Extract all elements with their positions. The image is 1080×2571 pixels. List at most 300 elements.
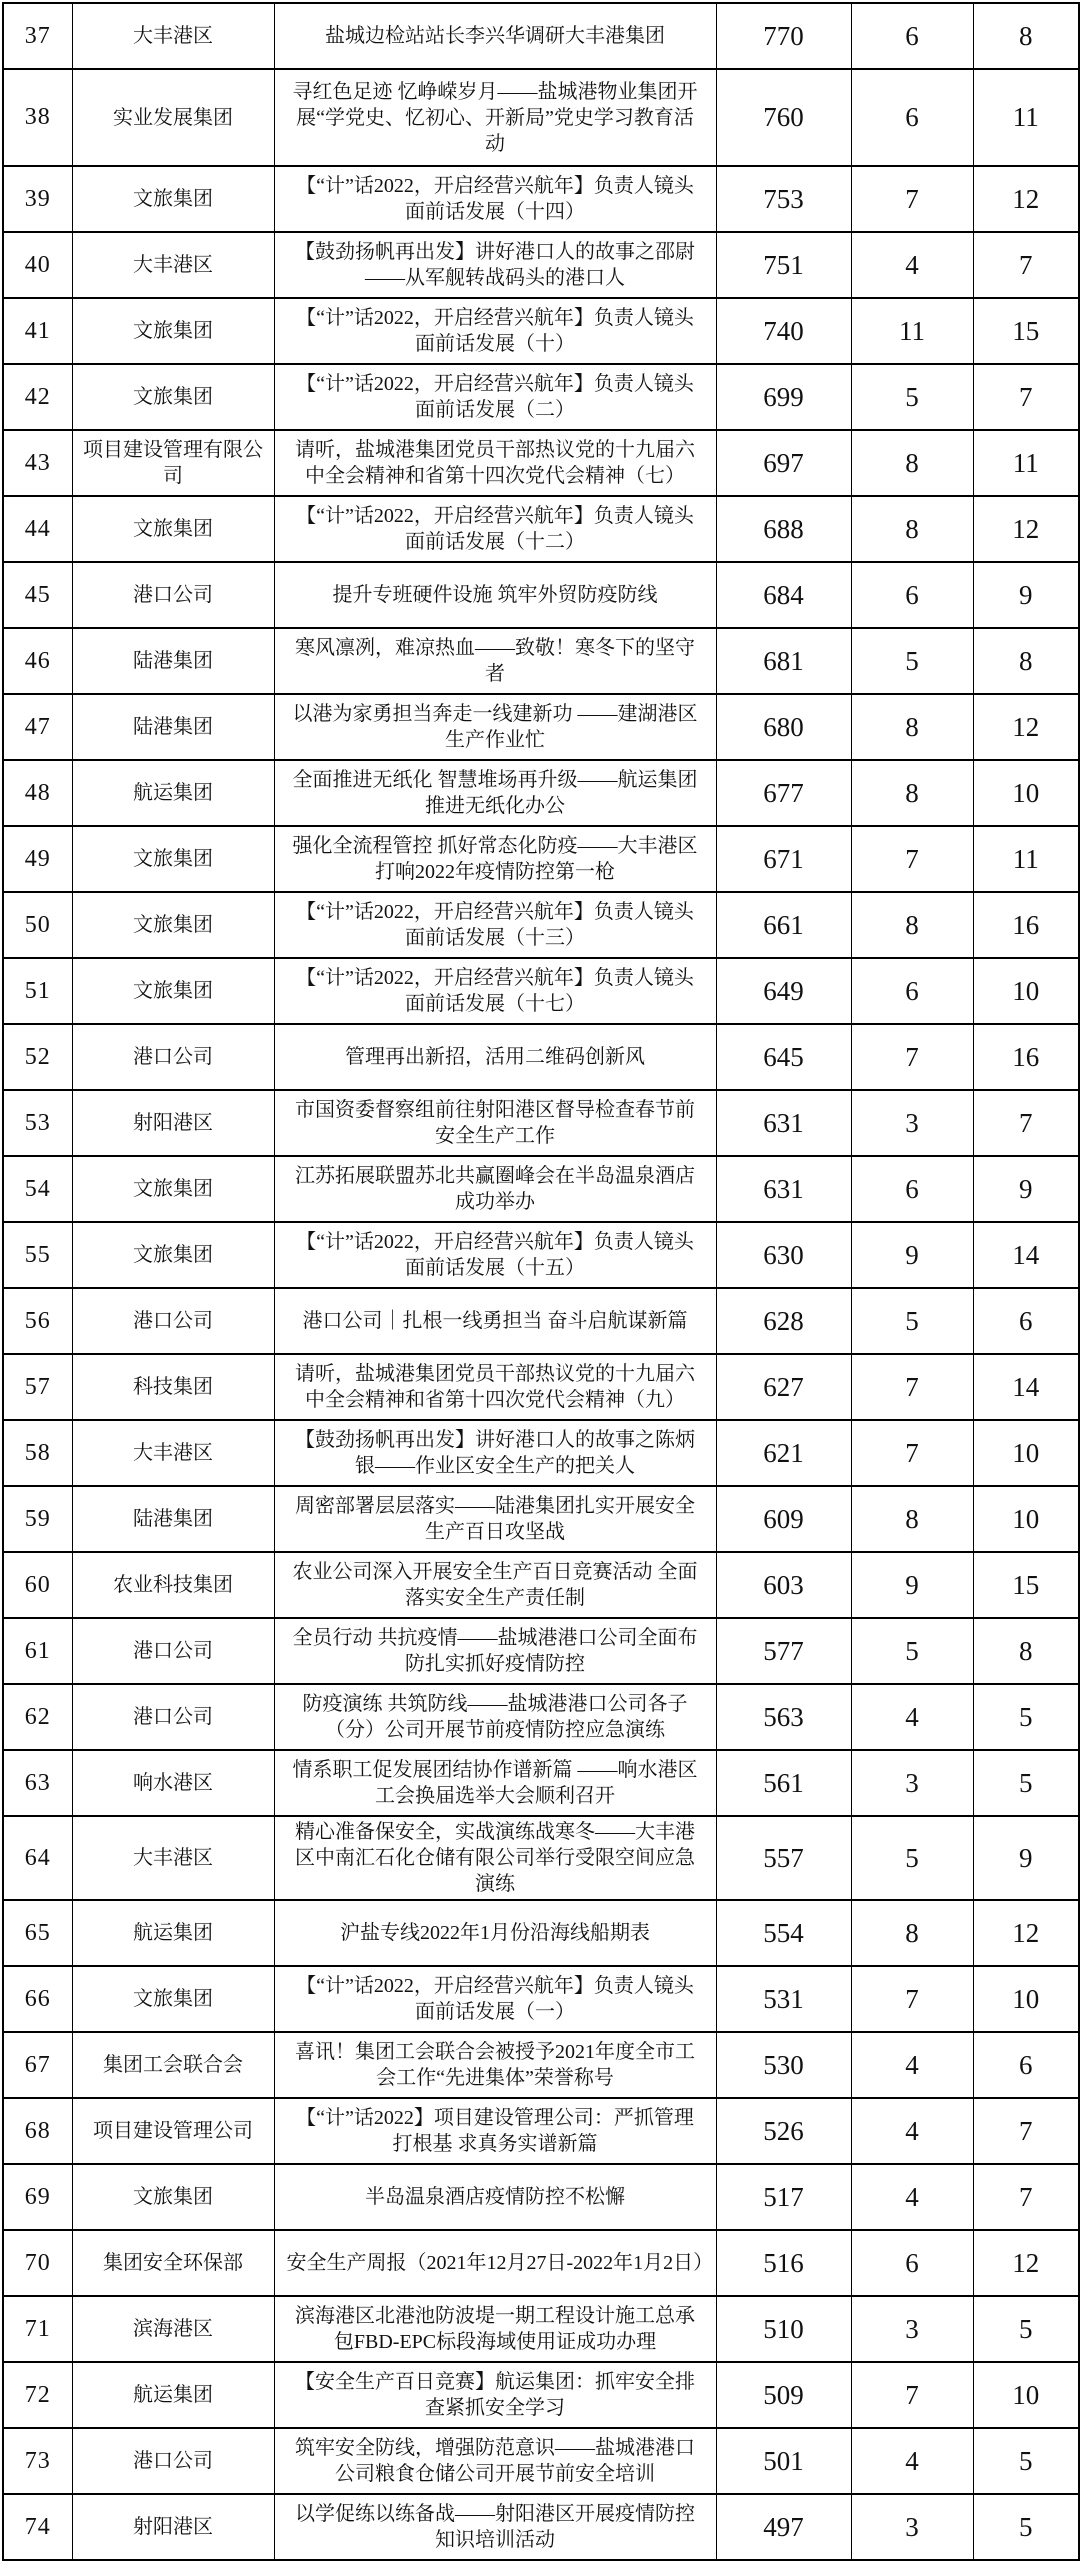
metric-2-cell — [851, 3, 973, 69]
rank-cell-text: 51 — [24, 977, 51, 1004]
rank-cell-text: 54 — [24, 1175, 51, 1202]
rank-cell — [3, 1750, 72, 1816]
rank-cell — [3, 2164, 72, 2230]
title-cell — [274, 2230, 716, 2296]
metric-1-cell — [716, 232, 851, 298]
table-row — [3, 826, 1079, 892]
metric-1-cell-text: 649 — [763, 975, 804, 1006]
metric-3-cell — [973, 1966, 1079, 2032]
metric-2-cell — [851, 2296, 973, 2362]
rank-cell-text: 69 — [24, 2183, 51, 2210]
metric-3-cell-text: 5 — [1019, 2313, 1033, 2344]
table-row — [3, 1900, 1079, 1966]
title-cell — [274, 958, 716, 1024]
metric-1-cell — [716, 2032, 851, 2098]
metric-1-cell — [716, 562, 851, 628]
rank-cell-text: 47 — [24, 713, 51, 740]
table-row — [3, 3, 1079, 69]
metric-3-cell — [973, 826, 1079, 892]
metric-3-cell — [973, 1552, 1079, 1618]
rank-cell — [3, 2032, 72, 2098]
metric-3-cell — [973, 69, 1079, 166]
title-cell-text: 农业公司深入开展安全生产百日竞赛活动 全面落实安全生产责任制 — [292, 1561, 698, 1609]
table-row — [3, 298, 1079, 364]
title-cell-text: 以港为家勇担当奔走一线建新功 ——建湖港区生产作业忙 — [292, 703, 698, 751]
metric-3-cell-text: 5 — [1019, 2511, 1033, 2542]
metric-2-cell-text: 5 — [905, 1842, 919, 1873]
metric-1-cell — [716, 364, 851, 430]
metric-3-cell-text: 10 — [1012, 777, 1040, 808]
rank-cell — [3, 892, 72, 958]
metric-1-cell — [716, 1684, 851, 1750]
title-cell — [274, 69, 716, 166]
metric-2-cell — [851, 1222, 973, 1288]
table-row — [3, 430, 1079, 496]
metric-1-cell-text: 688 — [763, 513, 804, 544]
metric-1-cell-text: 621 — [763, 1437, 804, 1468]
rank-cell — [3, 760, 72, 826]
rank-cell-text: 41 — [24, 317, 51, 344]
metric-1-cell — [716, 1288, 851, 1354]
metric-1-cell-text: 609 — [763, 1503, 804, 1534]
metric-2-cell — [851, 1684, 973, 1750]
table-row — [3, 2494, 1079, 2560]
org-cell — [72, 298, 274, 364]
metric-2-cell — [851, 1486, 973, 1552]
metric-1-cell — [716, 1420, 851, 1486]
table-row — [3, 562, 1079, 628]
org-cell — [72, 2494, 274, 2560]
metric-1-cell — [716, 69, 851, 166]
metric-3-cell-text: 15 — [1012, 1569, 1040, 1600]
metric-2-cell — [851, 1156, 973, 1222]
title-cell — [274, 1618, 716, 1684]
rank-cell — [3, 694, 72, 760]
metric-2-cell-text: 4 — [905, 2181, 919, 2212]
table-row — [3, 69, 1079, 166]
metric-1-cell — [716, 1156, 851, 1222]
rank-cell — [3, 2230, 72, 2296]
rank-cell — [3, 1618, 72, 1684]
title-cell — [274, 430, 716, 496]
metric-1-cell — [716, 1618, 851, 1684]
org-cell-text: 文旅集团 — [133, 386, 213, 408]
metric-2-cell — [851, 1966, 973, 2032]
metric-3-cell-text: 5 — [1019, 1701, 1033, 1732]
metric-2-cell — [851, 1420, 973, 1486]
rank-cell-text: 55 — [24, 1241, 51, 1268]
metric-1-cell-text: 631 — [763, 1173, 804, 1204]
org-cell — [72, 1420, 274, 1486]
metric-1-cell-text: 684 — [763, 579, 804, 610]
org-cell — [72, 1966, 274, 2032]
org-cell-text: 港口公司 — [133, 584, 213, 606]
title-cell — [274, 2362, 716, 2428]
table-row — [3, 2230, 1079, 2296]
org-cell-text: 大丰港区 — [133, 1847, 213, 1869]
title-cell-text: 以学促练以练备战——射阳港区开展疫情防控知识培训活动 — [295, 2503, 695, 2551]
title-cell — [274, 1024, 716, 1090]
title-cell — [274, 1420, 716, 1486]
rank-cell — [3, 298, 72, 364]
metric-2-cell — [851, 2230, 973, 2296]
metric-1-cell-text: 671 — [763, 843, 804, 874]
table-row — [3, 1684, 1079, 1750]
rank-cell — [3, 2296, 72, 2362]
metric-2-cell-text: 11 — [899, 315, 925, 346]
metric-1-cell — [716, 628, 851, 694]
metric-2-cell — [851, 826, 973, 892]
title-cell-text: 管理再出新招，活用二维码创新风 — [345, 1046, 645, 1068]
metric-2-cell-text: 7 — [905, 2379, 919, 2410]
metric-3-cell-text: 9 — [1019, 1173, 1033, 1204]
title-cell-text: 【“计”话2022，开启经营兴航年】负责人镜头面前话发展（十四） — [296, 175, 694, 223]
metric-3-cell — [973, 1618, 1079, 1684]
metric-1-cell-text: 681 — [763, 645, 804, 676]
org-cell-text: 射阳港区 — [133, 2516, 213, 2538]
metric-1-cell — [716, 1966, 851, 2032]
org-cell — [72, 496, 274, 562]
title-cell-text: 全面推进无纸化 智慧堆场再升级——航运集团推进无纸化办公 — [292, 769, 698, 817]
metric-1-cell-text: 501 — [763, 2445, 804, 2476]
metric-3-cell — [973, 2428, 1079, 2494]
metric-1-cell — [716, 1900, 851, 1966]
metric-1-cell-text: 680 — [763, 711, 804, 742]
metric-2-cell-text: 3 — [905, 2511, 919, 2542]
metric-2-cell — [851, 1090, 973, 1156]
metric-2-cell — [851, 364, 973, 430]
metric-1-cell — [716, 1354, 851, 1420]
metric-3-cell — [973, 298, 1079, 364]
title-cell-text: 强化全流程管控 抓好常态化防疫——大丰港区打响2022年疫情防控第一枪 — [292, 835, 698, 883]
rank-cell-text: 72 — [24, 2381, 51, 2408]
metric-1-cell — [716, 958, 851, 1024]
title-cell — [274, 826, 716, 892]
metric-1-cell-text: 740 — [763, 315, 804, 346]
metric-2-cell — [851, 2428, 973, 2494]
org-cell-text: 文旅集团 — [133, 914, 213, 936]
metric-2-cell — [851, 628, 973, 694]
metric-3-cell — [973, 1090, 1079, 1156]
metric-3-cell — [973, 892, 1079, 958]
title-cell — [274, 1684, 716, 1750]
metric-1-cell-text: 627 — [763, 1371, 804, 1402]
metric-2-cell — [851, 2362, 973, 2428]
title-cell-text: 请听，盐城港集团党员干部热议党的十九届六中全会精神和省第十四次党代会精神（七） — [295, 439, 695, 487]
table-row — [3, 1966, 1079, 2032]
metric-3-cell-text: 6 — [1019, 2049, 1033, 2080]
title-cell-text: 【“计”话2022，开启经营兴航年】负责人镜头面前话发展（二） — [296, 373, 694, 421]
rank-cell-text: 65 — [24, 1919, 51, 1946]
title-cell — [274, 1816, 716, 1900]
org-cell-text: 陆港集团 — [133, 1508, 213, 1530]
metric-1-cell — [716, 1816, 851, 1900]
rank-cell-text: 52 — [24, 1043, 51, 1070]
org-cell — [72, 1024, 274, 1090]
rank-cell-text: 70 — [24, 2249, 51, 2276]
metric-1-cell-text: 699 — [763, 381, 804, 412]
table-row — [3, 1090, 1079, 1156]
title-cell-text: 市国资委督察组前往射阳港区督导检查春节前安全生产工作 — [295, 1099, 695, 1147]
metric-3-cell-text: 5 — [1019, 2445, 1033, 2476]
metric-1-cell-text: 510 — [763, 2313, 804, 2344]
rank-cell-text: 40 — [24, 251, 51, 278]
table-row — [3, 1420, 1079, 1486]
metric-3-cell-text: 10 — [1012, 1437, 1040, 1468]
metric-2-cell-text: 6 — [905, 975, 919, 1006]
metric-3-cell — [973, 2098, 1079, 2164]
metric-2-cell-text: 7 — [905, 1041, 919, 1072]
org-cell-text: 农业科技集团 — [113, 1574, 233, 1596]
title-cell-text: 喜讯！集团工会联合会被授予2021年度全市工会工作“先进集体”荣誉称号 — [295, 2041, 695, 2089]
metric-3-cell-text: 15 — [1012, 315, 1040, 346]
metric-2-cell — [851, 892, 973, 958]
org-cell — [72, 166, 274, 232]
title-cell-text: 精心准备保安全，实战演练战寒冬——大丰港区中南汇石化仓储有限公司举行受限空间应急演练 — [295, 1821, 695, 1895]
metric-1-cell-text: 517 — [763, 2181, 804, 2212]
org-cell-text: 文旅集团 — [133, 1244, 213, 1266]
rank-cell — [3, 826, 72, 892]
title-cell-text: 【“计”话2022，开启经营兴航年】负责人镜头面前话发展（一） — [296, 1975, 694, 2023]
rank-cell — [3, 1288, 72, 1354]
metric-3-cell — [973, 1486, 1079, 1552]
title-cell-text: 周密部署层层落实——陆港集团扎实开展安全生产百日攻坚战 — [295, 1495, 695, 1543]
rank-cell-text: 57 — [24, 1373, 51, 1400]
metric-3-cell-text: 8 — [1019, 645, 1033, 676]
table-row — [3, 958, 1079, 1024]
metric-1-cell-text: 516 — [763, 2247, 804, 2278]
metric-1-cell-text: 577 — [763, 1635, 804, 1666]
rank-cell-text: 37 — [24, 22, 51, 49]
org-cell-text: 文旅集团 — [133, 188, 213, 210]
title-cell-text: 【“计”话2022，开启经营兴航年】负责人镜头面前话发展（十五） — [296, 1231, 694, 1279]
title-cell — [274, 1486, 716, 1552]
metric-3-cell — [973, 1156, 1079, 1222]
metric-1-cell-text: 530 — [763, 2049, 804, 2080]
metric-1-cell-text: 631 — [763, 1107, 804, 1138]
metric-2-cell — [851, 1618, 973, 1684]
metric-3-cell — [973, 1816, 1079, 1900]
rank-cell-text: 53 — [24, 1109, 51, 1136]
metric-1-cell-text: 554 — [763, 1917, 804, 1948]
metric-1-cell-text: 563 — [763, 1701, 804, 1732]
metric-3-cell-text: 7 — [1019, 2181, 1033, 2212]
rank-cell-text: 49 — [24, 845, 51, 872]
title-cell-text: 滨海港区北港池防波堤一期工程设计施工总承包FBD-EPC标段海域使用证成功办理 — [295, 2305, 695, 2353]
table-row — [3, 1816, 1079, 1900]
title-cell — [274, 892, 716, 958]
org-cell-text: 项目建设管理公司 — [93, 2120, 253, 2142]
metric-3-cell — [973, 2230, 1079, 2296]
org-cell — [72, 3, 274, 69]
metric-2-cell — [851, 1552, 973, 1618]
table-row — [3, 1552, 1079, 1618]
title-cell — [274, 2032, 716, 2098]
title-cell — [274, 2164, 716, 2230]
metric-2-cell-text: 8 — [905, 1503, 919, 1534]
metric-3-cell — [973, 1420, 1079, 1486]
metric-1-cell — [716, 1486, 851, 1552]
rank-cell — [3, 1684, 72, 1750]
metric-1-cell-text: 497 — [763, 2511, 804, 2542]
title-cell — [274, 1288, 716, 1354]
title-cell — [274, 496, 716, 562]
metric-2-cell-text: 3 — [905, 1767, 919, 1798]
metric-2-cell-text: 5 — [905, 645, 919, 676]
rank-cell — [3, 2362, 72, 2428]
org-cell — [72, 1156, 274, 1222]
ranking-table — [2, 2, 1080, 2561]
rank-cell — [3, 1552, 72, 1618]
metric-2-cell — [851, 69, 973, 166]
title-cell — [274, 1750, 716, 1816]
metric-1-cell-text: 630 — [763, 1239, 804, 1270]
title-cell-text: 【鼓劲扬帆再出发】讲好港口人的故事之陈炳银——作业区安全生产的把关人 — [295, 1429, 695, 1477]
metric-2-cell — [851, 430, 973, 496]
org-cell — [72, 2428, 274, 2494]
title-cell-text: 沪盐专线2022年1月份沿海线船期表 — [340, 1922, 650, 1944]
metric-2-cell — [851, 1900, 973, 1966]
metric-3-cell — [973, 694, 1079, 760]
table-row — [3, 2428, 1079, 2494]
rank-cell-text: 42 — [24, 383, 51, 410]
metric-1-cell — [716, 2164, 851, 2230]
org-cell — [72, 1354, 274, 1420]
rank-cell-text: 38 — [24, 104, 51, 130]
metric-3-cell — [973, 3, 1079, 69]
title-cell — [274, 166, 716, 232]
org-cell-text: 文旅集团 — [133, 2186, 213, 2208]
metric-2-cell-text: 3 — [905, 2313, 919, 2344]
rank-cell — [3, 69, 72, 166]
title-cell-text: 盐城边检站站长李兴华调研大丰港集团 — [325, 25, 665, 47]
rank-cell — [3, 1900, 72, 1966]
rank-cell-text: 60 — [24, 1571, 51, 1598]
title-cell — [274, 628, 716, 694]
title-cell-text: 【“计”话2022】项目建设管理公司：严抓管理打根基 求真务实谱新篇 — [296, 2107, 694, 2155]
rank-cell — [3, 1156, 72, 1222]
table-row — [3, 2032, 1079, 2098]
metric-2-cell — [851, 1288, 973, 1354]
metric-2-cell-text: 6 — [905, 579, 919, 610]
metric-1-cell — [716, 430, 851, 496]
org-cell — [72, 69, 274, 166]
title-cell — [274, 232, 716, 298]
title-cell — [274, 3, 716, 69]
metric-2-cell — [851, 2494, 973, 2560]
metric-3-cell-text: 8 — [1019, 1635, 1033, 1666]
metric-2-cell-text: 6 — [905, 1173, 919, 1204]
metric-3-cell-text: 10 — [1012, 1983, 1040, 2014]
rank-cell — [3, 2428, 72, 2494]
title-cell-text: 请听，盐城港集团党员干部热议党的十九届六中全会精神和省第十四次党代会精神（九） — [295, 1363, 695, 1411]
org-cell-text: 大丰港区 — [133, 1442, 213, 1464]
rank-cell — [3, 166, 72, 232]
metric-3-cell-text: 7 — [1019, 2115, 1033, 2146]
metric-1-cell — [716, 1222, 851, 1288]
metric-2-cell-text: 4 — [905, 2115, 919, 2146]
metric-2-cell — [851, 2032, 973, 2098]
org-cell-text: 科技集团 — [133, 1376, 213, 1398]
metric-2-cell — [851, 496, 973, 562]
metric-3-cell-text: 8 — [1019, 20, 1033, 51]
org-cell-text: 文旅集团 — [133, 848, 213, 870]
table-row — [3, 1156, 1079, 1222]
metric-3-cell — [973, 1684, 1079, 1750]
metric-3-cell — [973, 760, 1079, 826]
org-cell-text: 港口公司 — [133, 1640, 213, 1662]
metric-3-cell — [973, 166, 1079, 232]
metric-3-cell-text: 11 — [1012, 102, 1039, 132]
rank-cell-text: 64 — [24, 1844, 51, 1871]
title-cell — [274, 760, 716, 826]
metric-1-cell — [716, 2362, 851, 2428]
metric-2-cell-text: 8 — [905, 1917, 919, 1948]
table-row — [3, 166, 1079, 232]
metric-3-cell — [973, 628, 1079, 694]
metric-2-cell-text: 5 — [905, 381, 919, 412]
rank-cell-text: 68 — [24, 2117, 51, 2144]
metric-2-cell-text: 7 — [905, 1371, 919, 1402]
metric-2-cell — [851, 958, 973, 1024]
rank-cell — [3, 496, 72, 562]
metric-1-cell-text: 760 — [763, 102, 804, 132]
org-cell-text: 滨海港区 — [133, 2318, 213, 2340]
metric-3-cell-text: 12 — [1012, 183, 1040, 214]
metric-1-cell — [716, 1750, 851, 1816]
metric-1-cell — [716, 496, 851, 562]
org-cell — [72, 1090, 274, 1156]
org-cell — [72, 562, 274, 628]
table-row — [3, 2362, 1079, 2428]
metric-3-cell — [973, 1222, 1079, 1288]
table-row — [3, 760, 1079, 826]
title-cell — [274, 1354, 716, 1420]
metric-1-cell — [716, 892, 851, 958]
org-cell-text: 集团工会联合会 — [103, 2054, 243, 2076]
metric-1-cell-text: 557 — [763, 1842, 804, 1873]
org-cell — [72, 1750, 274, 1816]
metric-3-cell-text: 9 — [1019, 1842, 1033, 1873]
metric-3-cell — [973, 1354, 1079, 1420]
title-cell — [274, 2296, 716, 2362]
metric-2-cell-text: 8 — [905, 711, 919, 742]
table-row — [3, 1222, 1079, 1288]
metric-3-cell-text: 6 — [1019, 1305, 1033, 1336]
rank-cell-text: 46 — [24, 647, 51, 674]
title-cell-text: 【“计”话2022，开启经营兴航年】负责人镜头面前话发展（十二） — [296, 505, 694, 553]
rank-cell — [3, 1420, 72, 1486]
table-row — [3, 1486, 1079, 1552]
metric-2-cell-text: 7 — [905, 843, 919, 874]
metric-3-cell-text: 12 — [1012, 1917, 1040, 1948]
metric-1-cell — [716, 298, 851, 364]
title-cell — [274, 694, 716, 760]
rank-cell — [3, 232, 72, 298]
metric-2-cell-text: 5 — [905, 1305, 919, 1336]
metric-1-cell-text: 751 — [763, 249, 804, 280]
rank-cell — [3, 1090, 72, 1156]
org-cell-text: 大丰港区 — [133, 25, 213, 47]
metric-2-cell-text: 4 — [905, 249, 919, 280]
metric-3-cell — [973, 1288, 1079, 1354]
rank-cell-text: 73 — [24, 2447, 51, 2474]
org-cell — [72, 232, 274, 298]
title-cell-text: 【“计”话2022，开启经营兴航年】负责人镜头面前话发展（十） — [296, 307, 694, 355]
metric-1-cell — [716, 2428, 851, 2494]
metric-3-cell-text: 7 — [1019, 1107, 1033, 1138]
table-row — [3, 1024, 1079, 1090]
